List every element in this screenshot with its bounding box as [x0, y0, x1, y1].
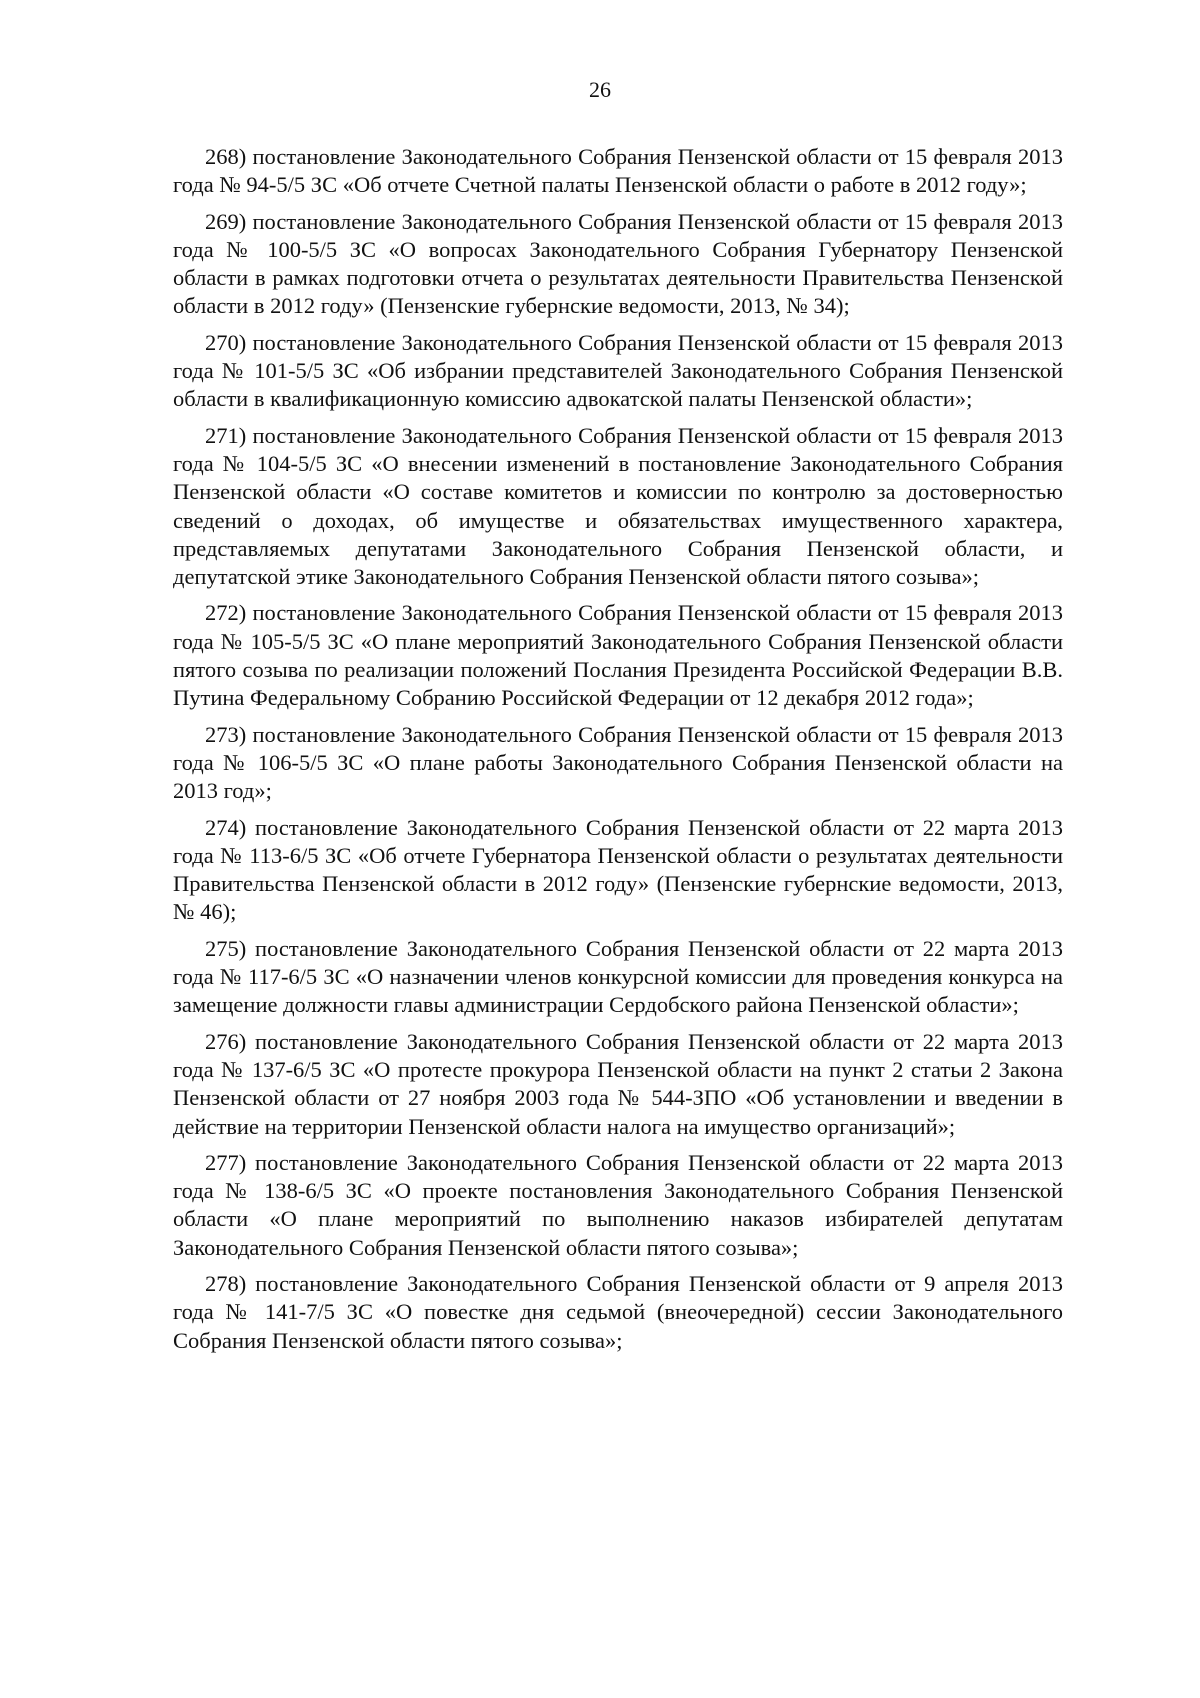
list-item: 276) постановление Законодательного Собрания Пензенской области от 22 марта 2013 года № 137-6/5 ЗС «О протесте прокурора Пензенской области на пункт 2 статьи 2 Закона Пензенской области от 27 ноября 2003 года № 544-ЗПО «Об установлении и введении в действие на территории Пензенской области налога на имущество организаций»; [173, 1028, 1063, 1139]
list-item: 277) постановление Законодательного Собрания Пензенской области от 22 марта 2013 года № 138-6/5 ЗС «О проекте постановления Законодательного Собрания Пензенской области «О плане мероприятий по выполнению наказов избирателей депутатам Законодательного Собрания Пензенской области пятого созыва»; [173, 1149, 1063, 1260]
list-item: 273) постановление Законодательного Собрания Пензенской области от 15 февраля 2013 года № 106-5/5 ЗС «О плане работы Законодательного Собрания Пензенской области на 2013 год»; [173, 721, 1063, 804]
list-item: 268) постановление Законодательного Собрания Пензенской области от 15 февраля 2013 года № 94-5/5 ЗС «Об отчете Счетной палаты Пензенской области о работе в 2012 году»; [173, 144, 1063, 198]
list-item: 269) постановление Законодательного Собрания Пензенской области от 15 февраля 2013 года № 100-5/5 ЗС «О вопросах Законодательного Собрания Губернатору Пензенской области в рамках подготовки отчета о результатах деятельности Правительства Пензенской области в 2012 году» (Пензенские губернские ведомости, 2013, № 34); [173, 208, 1063, 319]
list-item: 270) постановление Законодательного Собрания Пензенской области от 15 февраля 2013 года № 101-5/5 ЗС «Об избрании представителей Законодательного Собрания Пензенской области в квалификационную комиссию адвокатской палаты Пензенской области»; [173, 329, 1063, 412]
list-item: 278) постановление Законодательного Собрания Пензенской области от 9 апреля 2013 года № 141-7/5 ЗС «О повестке дня седьмой (внеочередной) сессии Законодательного Собрания Пензенской области пятого созыва»; [173, 1270, 1063, 1353]
page-number: 26 [589, 77, 611, 102]
list-item: 271) постановление Законодательного Собрания Пензенской области от 15 февраля 2013 года № 104-5/5 ЗС «О внесении изменений в постановление Законодательного Собрания Пензенской области «О составе комитетов и комиссии по контролю за достоверностью сведений о доходах, об имуществе и обязательствах имущественного характера, представляемых депутатами Законодательного Собрания Пензенской области, и депутатской этике Законодательного Собрания Пензенской области пятого созыва»; [173, 422, 1063, 590]
list-item: 274) постановление Законодательного Собрания Пензенской области от 22 марта 2013 года № 113-6/5 ЗС «Об отчете Губернатора Пензенской области о результатах деятельности Правительства Пензенской области в 2012 году» (Пензенские губернские ведомости, 2013, № 46); [173, 814, 1063, 925]
list-item: 275) постановление Законодательного Собрания Пензенской области от 22 марта 2013 года № 117-6/5 ЗС «О назначении членов конкурсной комиссии для проведения конкурса на замещение должности главы администрации Сердобского района Пензенской области»; [173, 935, 1063, 1018]
list-item: 272) постановление Законодательного Собрания Пензенской области от 15 февраля 2013 года № 105-5/5 ЗС «О плане мероприятий Законодательного Собрания Пензенской области пятого созыва по реализации положений Послания Президента Российской Федерации В.В. Путина Федеральному Собранию Российской Федерации от 12 декабря 2012 года»; [173, 600, 1063, 711]
document-body [173, 143, 1063, 1363]
